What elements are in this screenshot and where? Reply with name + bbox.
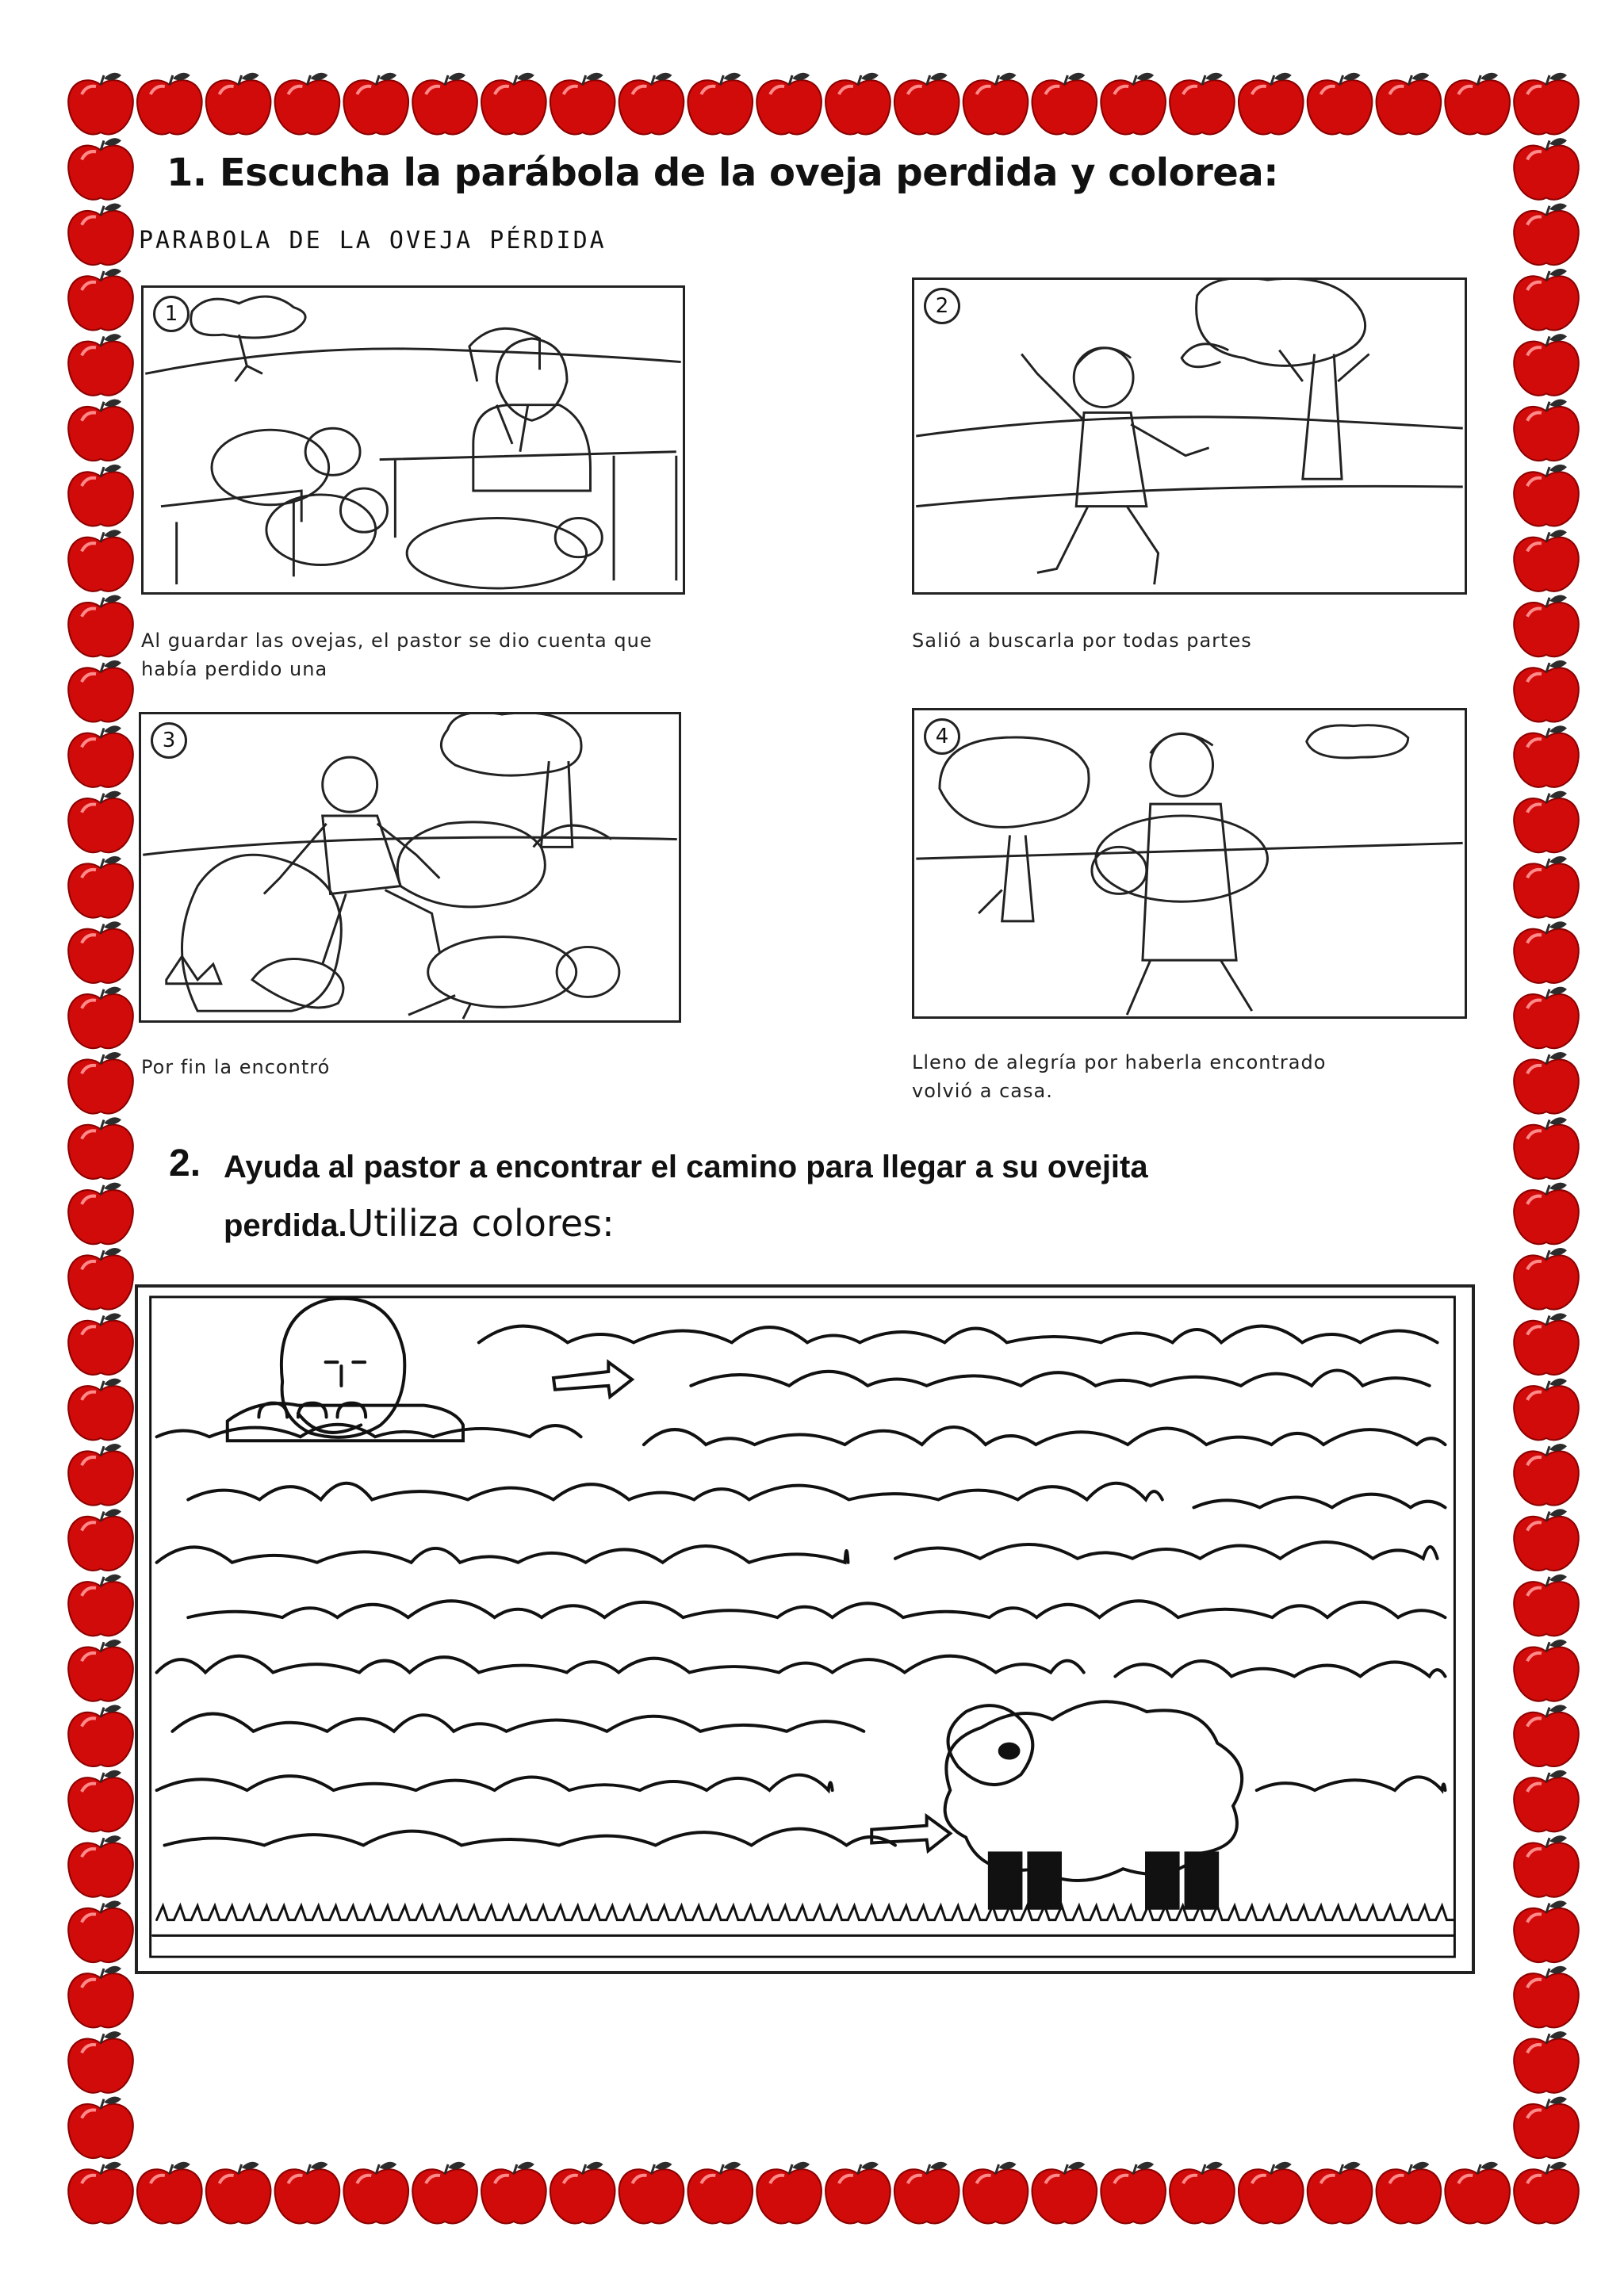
apple-icon (1514, 334, 1579, 396)
apple-icon (68, 660, 133, 722)
apple-icon (68, 2096, 133, 2158)
apple-icon (1514, 1770, 1579, 1832)
apple-icon (1032, 73, 1097, 135)
apple-icon (1514, 1444, 1579, 1506)
panel-4-caption-line-2: volvió a casa. (912, 1080, 1053, 1102)
story-panel-2 (912, 277, 1467, 595)
maze-cloud-wall (157, 1546, 848, 1563)
shepherd-finds-sheep-illustration (141, 714, 679, 1020)
apple-icon (68, 1770, 133, 1832)
apple-icon (68, 530, 133, 591)
apple-icon (1514, 138, 1579, 200)
apple-icon (894, 73, 959, 135)
apple-icon (206, 73, 271, 135)
apple-icon (68, 2031, 133, 2093)
shepherd-head-illustration (228, 1299, 463, 1441)
cloud-maze (135, 1284, 1475, 1974)
apple-icon (68, 1835, 133, 1897)
apple-icon (619, 73, 684, 135)
apple-icon (1514, 203, 1579, 265)
apple-icon (619, 2162, 684, 2224)
apple-icon (68, 1966, 133, 2028)
maze-cloud-wall (157, 1775, 833, 1790)
apple-icon (1170, 2162, 1235, 2224)
apple-icon (1514, 269, 1579, 331)
end-arrow-icon (871, 1816, 950, 1851)
maze-cloud-wall (644, 1427, 1446, 1445)
apple-icon (412, 2162, 477, 2224)
apple-icon (68, 1640, 133, 1701)
apple-icon (68, 791, 133, 853)
panel-1-caption-line-1: Al guardar las ovejas, el pastor se dio cuenta que (141, 629, 653, 652)
apple-icon (68, 2162, 133, 2224)
apple-icon (481, 2162, 546, 2224)
panel-1-number: 1 (153, 296, 190, 332)
apple-icon (1514, 725, 1579, 787)
apple-icon (68, 1248, 133, 1310)
shepherd-running-illustration (914, 280, 1465, 592)
apple-icon (412, 73, 477, 135)
apple-icon (68, 203, 133, 265)
apple-icon (963, 2162, 1028, 2224)
apple-icon (1239, 2162, 1304, 2224)
panel-2-number: 2 (924, 288, 960, 324)
maze-cloud-wall (164, 1829, 894, 1846)
apple-icon (1377, 73, 1442, 135)
panel-3-number: 3 (151, 722, 187, 759)
apple-icon (1514, 1966, 1579, 2028)
apple-icon (963, 73, 1028, 135)
apple-icon (1514, 1248, 1579, 1310)
shepherd-counting-sheep-illustration (144, 288, 683, 592)
apple-icon (68, 1509, 133, 1571)
cloud-maze-drawing (138, 1288, 1472, 1971)
activity-2-instruction-regular: Utiliza colores: (347, 1202, 615, 1245)
apple-icon (1514, 73, 1579, 135)
apple-icon (68, 400, 133, 461)
apple-icon (68, 138, 133, 200)
maze-cloud-wall (691, 1370, 1429, 1385)
activity-1-title: 1. Escucha la parábola de la oveja perdida y colorea: (167, 151, 1278, 195)
apple-icon (756, 73, 822, 135)
apple-icon (1514, 1183, 1579, 1245)
maze-cloud-wall (1115, 1661, 1445, 1676)
activity-2-number: 2. (169, 1142, 201, 1184)
apple-icon (1514, 2031, 1579, 2093)
apple-icon (1514, 2162, 1579, 2224)
maze-cloud-wall (1257, 1777, 1446, 1790)
apple-icon (1514, 465, 1579, 526)
apple-icon (1308, 73, 1373, 135)
apple-icon (688, 2162, 753, 2224)
apple-icon (1514, 1640, 1579, 1701)
apple-icon (68, 921, 133, 983)
activity-2-instruction-line-1: Ayuda al pastor a encontrar el camino para llegar a su ovejita (224, 1150, 1148, 1184)
panel-4-number: 4 (924, 718, 960, 755)
apple-icon (1239, 73, 1304, 135)
apple-icon (1514, 1575, 1579, 1636)
apple-icon (68, 1575, 133, 1636)
apple-icon (68, 1117, 133, 1179)
panel-2-caption-line-1: Salió a buscarla por todas partes (912, 629, 1252, 652)
maze-cloud-wall (188, 1483, 1162, 1500)
apple-icon (825, 73, 891, 135)
apple-icon (68, 1900, 133, 1962)
apple-icon (68, 856, 133, 918)
activity-2-instruction-line-2 (224, 1202, 615, 1245)
shepherd-carrying-sheep-illustration (914, 710, 1465, 1016)
apple-icon (1445, 2162, 1510, 2224)
apple-icon (1514, 1705, 1579, 1766)
apple-icon (1514, 921, 1579, 983)
panel-3-caption-line-1: Por fin la encontró (141, 1056, 331, 1078)
grass-line (157, 1906, 1454, 1920)
apple-icon (1514, 530, 1579, 591)
maze-cloud-wall (188, 1601, 1445, 1617)
panel-3-caption (141, 1053, 776, 1081)
apple-icon (1514, 856, 1579, 918)
apple-icon (1032, 2162, 1097, 2224)
maze-cloud-wall (1193, 1494, 1445, 1508)
apple-icon (68, 1313, 133, 1375)
apple-icon (894, 2162, 959, 2224)
apple-icon (550, 2162, 615, 2224)
story-title: PARABOLA DE LA OVEJA PÉRDIDA (139, 227, 607, 254)
apple-icon (1377, 2162, 1442, 2224)
apple-icon (1514, 1509, 1579, 1571)
apple-icon (68, 725, 133, 787)
apple-icon (68, 1052, 133, 1114)
apple-icon (756, 2162, 822, 2224)
maze-cloud-wall (172, 1714, 864, 1732)
apple-icon (825, 2162, 891, 2224)
apple-icon (206, 2162, 271, 2224)
apple-icon (68, 334, 133, 396)
apple-icon (68, 269, 133, 331)
apple-icon (1514, 1900, 1579, 1962)
activity-2-instruction-bold: perdida. (224, 1208, 347, 1243)
apple-icon (68, 73, 133, 135)
apple-icon (1514, 1117, 1579, 1179)
apple-icon (1308, 2162, 1373, 2224)
apple-icon (68, 987, 133, 1049)
apple-icon (550, 73, 615, 135)
apple-icon (1101, 2162, 1166, 2224)
apple-icon (343, 2162, 408, 2224)
maze-cloud-wall (895, 1542, 1438, 1559)
story-panel-4 (912, 708, 1467, 1019)
panel-4-caption-line-1: Lleno de alegría por haberla encontrado (912, 1051, 1327, 1073)
apple-icon (137, 73, 202, 135)
apple-icon (1514, 1313, 1579, 1375)
apple-icon (68, 465, 133, 526)
apple-icon (688, 73, 753, 135)
panel-1-caption (141, 626, 855, 683)
apple-icon (1514, 1835, 1579, 1897)
apple-icon (68, 1705, 133, 1766)
apple-icon (275, 73, 340, 135)
apple-icon (1170, 73, 1235, 135)
apple-icon (1101, 73, 1166, 135)
apple-icon (68, 595, 133, 657)
panel-4-caption (912, 1048, 1546, 1105)
apple-icon (1514, 400, 1579, 461)
apple-icon (1445, 73, 1510, 135)
apple-icon (137, 2162, 202, 2224)
panel-1-caption-line-2: había perdido una (141, 658, 328, 680)
apple-icon (68, 1183, 133, 1245)
apple-icon (1514, 1379, 1579, 1441)
apple-icon (343, 73, 408, 135)
apple-icon (1514, 791, 1579, 853)
apple-icon (1514, 987, 1579, 1049)
apple-icon (1514, 660, 1579, 722)
apple-icon (68, 1379, 133, 1441)
panel-2-caption (912, 626, 1546, 655)
apple-icon (275, 2162, 340, 2224)
story-panel-1 (141, 285, 685, 595)
apple-icon (68, 1444, 133, 1506)
apple-icon (1514, 2096, 1579, 2158)
maze-cloud-wall (479, 1326, 1438, 1343)
story-panel-3 (139, 712, 681, 1023)
apple-icon (481, 73, 546, 135)
maze-cloud-wall (157, 1656, 1084, 1673)
lost-sheep-illustration (945, 1701, 1242, 1908)
start-arrow-icon (553, 1362, 632, 1397)
